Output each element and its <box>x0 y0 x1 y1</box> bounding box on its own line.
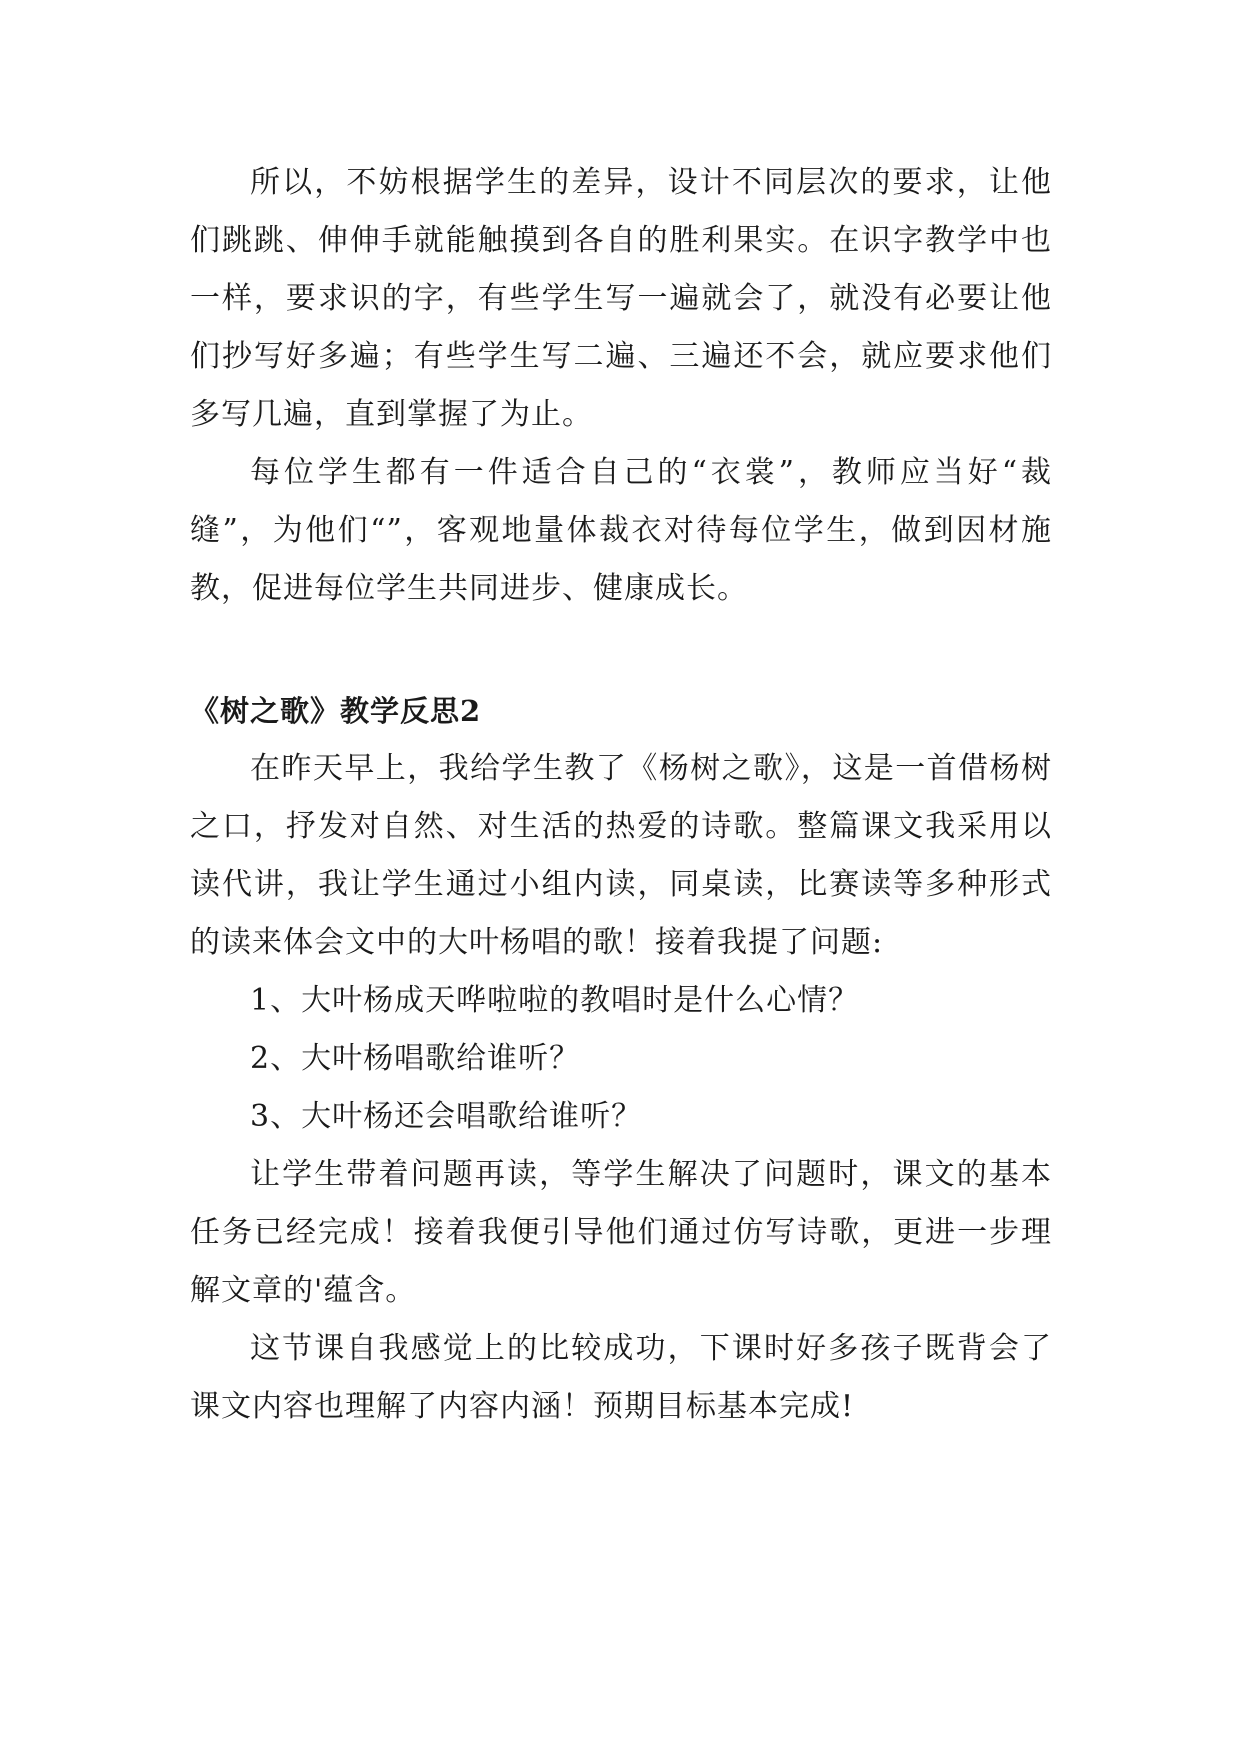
paragraph: 这节课自我感觉上的比较成功，下课时好多孩子既背会了课文内容也理解了内容内涵！预期目标基本完成! <box>190 1331 1052 1424</box>
paragraph: 在昨天早上，我给学生教了《杨树之歌》，这是一首借杨树之口，抒发对自然、对生活的热爱的诗歌。整篇课文我采用以读代讲，我让学生通过小组内读，同桌读，比赛读等多种形式的读来体会文中的大叶杨唱的歌！接着我提了问题: <box>190 751 1052 960</box>
document-body <box>190 154 1052 1436</box>
list-item: 3、大叶杨还会唱歌给谁听？ <box>250 1099 643 1134</box>
paragraph: 让学生带着问题再读，等学生解决了问题时，课文的基本任务已经完成！接着我便引导他们通过仿写诗歌，更进一步理解文章的'蕴含。 <box>190 1157 1052 1308</box>
paragraph: 每位学生都有一件适合自己的“衣裳”，教师应当好“裁缝”，为他们“”，客观地量体裁衣对待每位学生，做到因材施教，促进每位学生共同进步、健康成长。 <box>190 455 1052 606</box>
list-item: 1、大叶杨成天哗啦啦的教唱时是什么心情？ <box>250 983 860 1018</box>
list-item: 2、大叶杨唱歌给谁听？ <box>250 1041 581 1076</box>
paragraph: 所以，不妨根据学生的差异，设计不同层次的要求，让他们跳跳、伸伸手就能触摸到各自的胜利果实。在识字教学中也一样，要求识的字，有些学生写一遍就会了，就没有必要让他们抄写好多遍；有些学生写二遍、三遍还不会，就应要求他们多写几遍，直到掌握了为止。 <box>190 165 1052 432</box>
section-title: 《树之歌》教学反思2 <box>190 694 482 728</box>
section-spacer <box>190 618 1052 682</box>
